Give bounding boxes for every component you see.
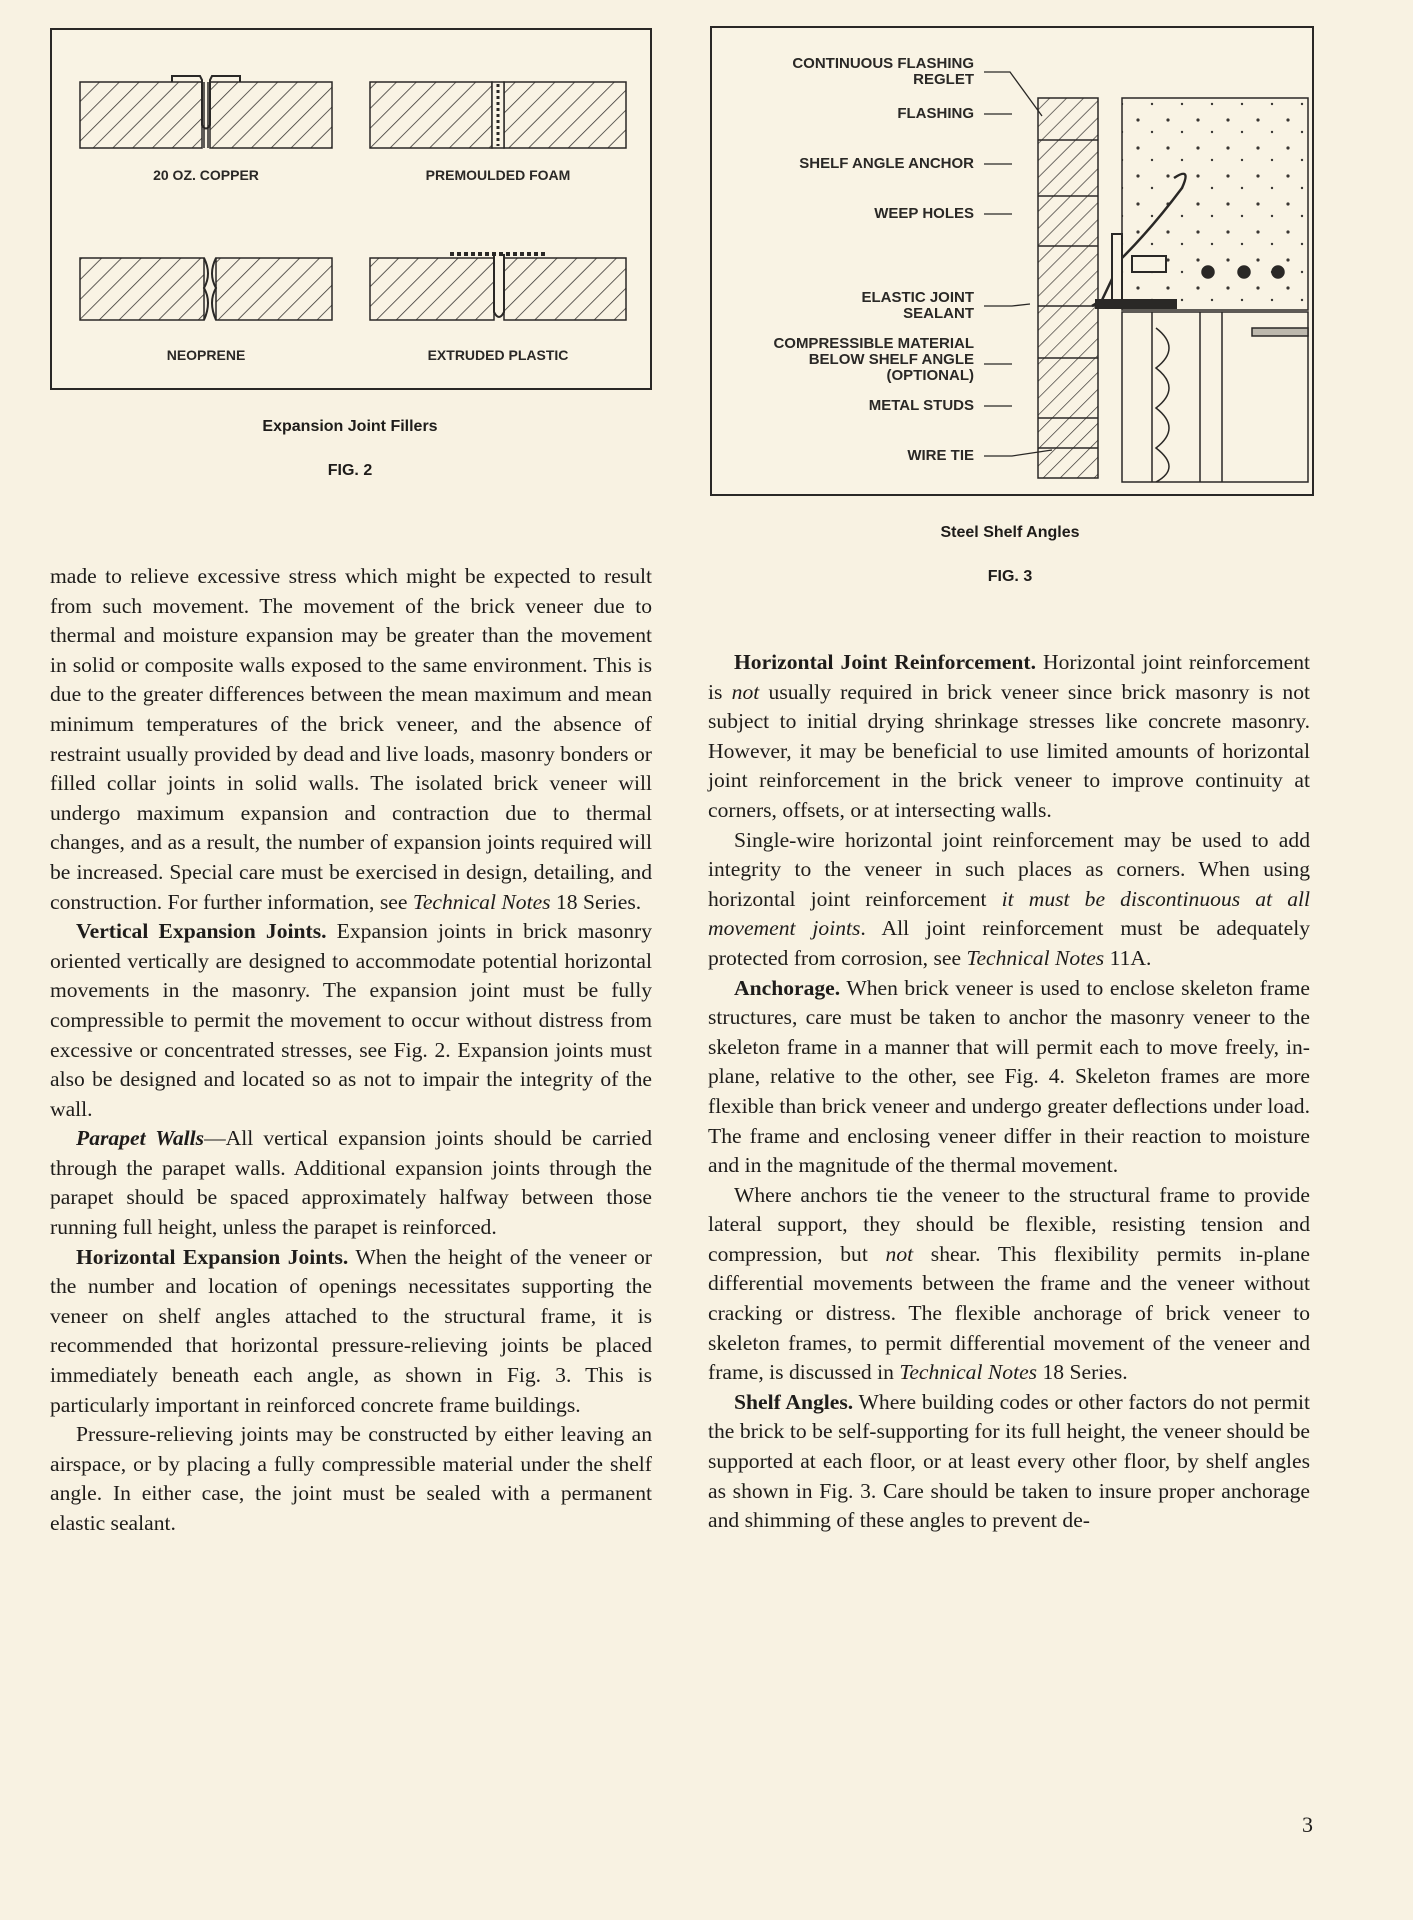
right-p4-c: 18 Series. [1037,1360,1128,1385]
left-paragraph-4 [50,1243,652,1421]
fig2-box [50,28,652,390]
right-p5-text: Where building codes or other factors do not permit the brick to be self-supporting for its full height, the veneer should be supported at each floor, or at least every other floor, by shelf angles as shown in Fig. 3. Care should be taken to insure proper anchorage and shimming of these angles to prevent de- [708,1389,1310,1533]
fig2-label-copper: 20 OZ. COPPER [153,167,259,183]
fig3-number: FIG. 3 [987,568,1033,585]
brick-veneer [1038,98,1098,478]
fig3-label-reglet: REGLET [913,71,974,88]
fig2-caption: Expansion Joint Fillers [262,418,438,435]
right-paragraph-5 [708,1388,1310,1536]
fig3-label-weep-holes: WEEP HOLES [874,205,974,222]
fig3-label-elastic-joint: ELASTIC JOINT [861,289,974,306]
heading-shelf-angles: Shelf Angles. [734,1389,854,1414]
fig3-label-metal-studs: METAL STUDS [868,397,974,414]
heading-horizontal-expansion: Horizontal Expansion Joints. [76,1244,349,1269]
fig3-label-below-shelf: BELOW SHELF ANGLE [808,351,974,368]
right-p2-ref: Technical Notes [966,945,1105,970]
heading-vertical-expansion: Vertical Expansion Joints. [76,919,327,944]
right-paragraph-1 [708,648,1310,826]
right-p4-ref: Technical Notes [899,1360,1038,1385]
left-paragraph-5: Pressure-relieving joints may be constructed by either leaving an airspace, or by placing a fully compressible material under the shelf angle. In either case, the joint must be sealed with a permanent elastic sealant. [50,1422,652,1535]
left-text-column [50,562,652,1539]
fig3-label-compressible: COMPRESSIBLE MATERIAL [773,335,974,352]
fig3-caption: Steel Shelf Angles [940,524,1080,541]
fig3-label-optional: (OPTIONAL) [886,367,974,384]
foam-joint-diagram [370,82,626,148]
fig3-label-wire-tie: WIRE TIE [907,447,974,464]
right-paragraph-2 [708,826,1310,974]
heading-joint-reinforcement: Horizontal Joint Reinforcement. [734,650,1037,674]
fig2-label-neoprene: NEOPRENE [166,347,246,363]
right-p4-em: not [885,1241,914,1266]
right-p2-c: 11A. [1104,945,1152,970]
right-text-column [708,648,1310,1536]
neoprene-joint-diagram [80,258,332,320]
right-p1-a: Horizontal joint reinforcement is [708,650,1311,704]
right-p2-a: Single-wire horizontal joint reinforcement may be used to add integrity to the veneer in such places as corners. When using horizontal joint reinforcement [708,827,1310,911]
left-paragraph-1 [50,562,652,917]
left-paragraph-3 [50,1124,652,1242]
fig3-box [710,26,1314,496]
right-p2-em: it must be discontinuous at all movement joints [708,886,1310,941]
copper-joint-diagram [80,76,332,148]
fig2-drawing [52,30,650,388]
right-p1-b: usually required in brick veneer since brick masonry is not subject to initial drying shrinkage stresses like concrete masonry. However, it may be beneficial to use limited amounts of horizontal joint reinforcement in the brick veneer to improve continuity at corners, offsets, or at intersecting walls. [708,679,1310,822]
fig2-number: FIG. 2 [327,462,373,479]
right-p3-text: When brick veneer is used to enclose skeleton frame structures, care must be taken to anchor the masonry veneer to the skeleton frame in a manner that will permit each to move freely, in-plane, relative to the other, see Fig. 4. Skeleton frames are more flexible than brick veneer and undergo greater deflections under load. The frame and enclosing veneer differ in their reaction to moisture and in the magnitude of the thermal movement. [708,975,1310,1178]
metal-studs [1122,312,1308,482]
fig3-label-shelf-angle-anchor: SHELF ANGLE ANCHOR [799,155,974,172]
right-p4-a: Where anchors tie the veneer to the structural frame to provide lateral support, they should be flexible, resisting tension and compression, but [708,1182,1310,1266]
left-paragraph-2 [50,917,652,1124]
right-p4-b: shear. This flexibility permits in-plane differential movements between the frame and the veneer without cracking or distress. The flexible anchorage of brick veneer to skeleton frames, to permit differential movement of the veneer and frame, is discussed in [708,1241,1310,1385]
heading-parapet-walls: Parapet Walls [76,1126,205,1151]
right-paragraph-4 [708,1181,1310,1388]
fig3-label-continuous-flashing: CONTINUOUS FLASHING [792,55,974,72]
fig2-label-foam: PREMOULDED FOAM [425,167,571,183]
left-p4-text: When the height of the veneer or the number and location of openings necessitates supporting the veneer on shelf angles attached to the structural frame, it is recommended that horizontal pressure-relieving joints be placed immediately beneath each angle, as shown in Fig. 3. This is particularly important in reinforced concrete frame buildings. [50,1244,652,1417]
left-p2-text: Expansion joints in brick masonry oriented vertically are designed to accommodate potential horizontal movements in the masonry. The expansion joint must be fully compressible to permit the movement to occur without distress from excessive or concentrated stresses, see Fig. 2. Expansion joints must also be designed and located so as not to impair the integrity of the wall. [50,919,652,1121]
heading-anchorage: Anchorage. [734,975,841,1000]
fig3-label-flashing: FLASHING [897,105,974,122]
left-p3-text: —All vertical expansion joints should be carried through the parapet walls. Additional expansion joints through the parapet should be spaced approximately halfway between those running full height, unless the parapet is reinforced. [50,1126,653,1240]
fig2-label-plastic: EXTRUDED PLASTIC [427,347,569,363]
left-p1-ref: Technical Notes [412,889,551,914]
plastic-joint-diagram [370,254,626,320]
right-p2-b: . All joint reinforcement must be adequately protected from corrosion, see [708,916,1310,970]
fig3-drawing [712,28,1312,494]
right-p1-em: not [731,679,760,704]
left-p1-end: 18 Series. [550,889,642,914]
left-p1-text: made to relieve excessive stress which might be expected to result from such movement. The movement of the brick veneer due to thermal and moisture expansion may be greater than the movement in solid or composite walls exposed to the same environment. This is due to the greater differences between the mean maximum and mean minimum temperatures of the brick veneer, and the absence of restraint usually provided by dead and live loads, masonry bonders or filled collar joints in solid walls. The isolated brick veneer will undergo maximum expansion and contraction due to thermal changes, and as a result, the number of expansion joints required will be increased. Special care must be exercised in design, detailing, and construction. For further information, see [50,564,652,914]
concrete-frame [1122,98,1308,310]
right-paragraph-3 [708,974,1310,1181]
fig3-label-sealant: SEALANT [903,305,974,322]
page-number: 3 [1302,1812,1313,1837]
